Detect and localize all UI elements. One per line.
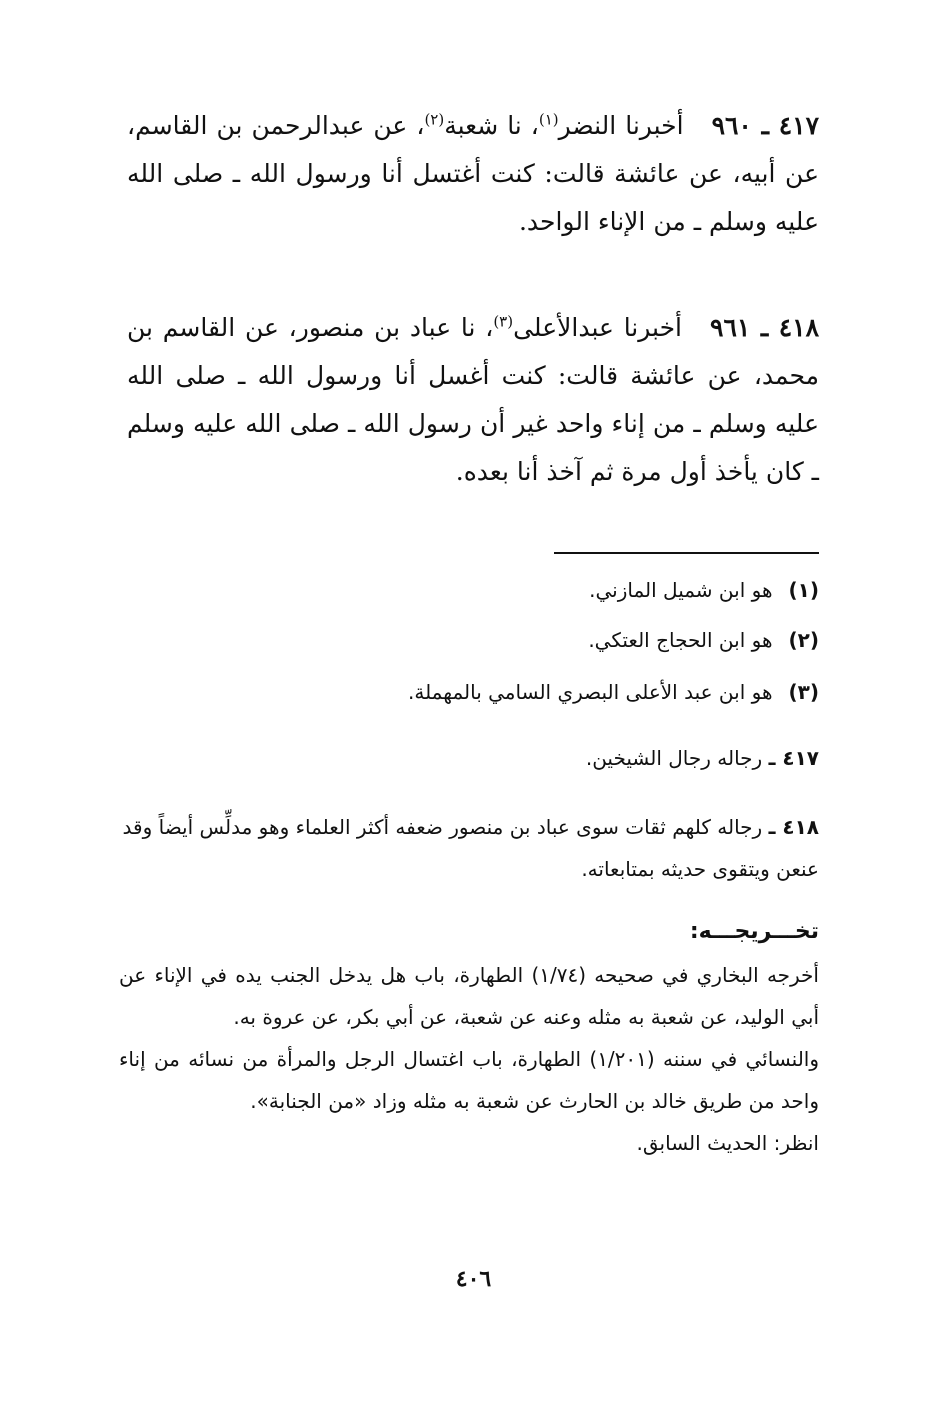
footnote-text: هو ابن شميل المازني. bbox=[589, 578, 773, 602]
page-number: ٤٠٦ bbox=[455, 1266, 492, 1292]
footnote-divider bbox=[554, 552, 819, 554]
hadith-text: أخبرنا عبدالأعلى bbox=[513, 313, 683, 342]
footnote-ref: (٣) bbox=[493, 312, 514, 331]
hadith-417 bbox=[127, 102, 819, 246]
narrator-note-418 bbox=[119, 806, 819, 890]
footnote-mark: (٢) bbox=[788, 628, 819, 652]
footnote-ref: (١) bbox=[538, 110, 559, 129]
footnote-mark: (١) bbox=[788, 578, 819, 602]
note-text: رجاله كلهم ثقات سوى عباد بن منصور ضعفه أكثر العلماء وهو مدلِّس أيضاً وقد عنعن ويتقوى حديثه بمتابعاته. bbox=[122, 815, 819, 881]
takhrij-paragraph: أخرجه البخاري في صحيحه (١/٧٤) الطهارة، باب هل يدخل الجنب يده في الإناء عن أبي الوليد، عن شعبة به مثله وعنه عن شعبة، عن أبي بكر، عن عروة به. bbox=[119, 963, 819, 1029]
note-text: رجاله رجال الشيخين. bbox=[585, 746, 763, 770]
footnote-text: هو ابن الحجاج العتكي. bbox=[588, 628, 773, 652]
takhrij-paragraph: والنسائي في سننه (١/٢٠١) الطهارة، باب اغتسال الرجل والمرأة من نسائه من إناء واحد من طريق خالد بن الحارث عن شعبة به مثله وزاد «من الجنابة». bbox=[119, 1047, 819, 1113]
hadith-text: ، عن عبدالرحمن بن القاسم، عن أبيه، عن عائشة قالت: كنت أغتسل أنا ورسول الله ـ صلى الله عليه وسلم ـ من الإناء الواحد. bbox=[127, 111, 819, 236]
narrator-note-417 bbox=[119, 738, 819, 778]
takhrij-paragraph: انظر: الحديث السابق. bbox=[636, 1131, 819, 1155]
footnote-2 bbox=[119, 620, 819, 660]
footnote-1 bbox=[119, 570, 819, 610]
takhrij-heading: تخـــريجـــه: bbox=[689, 919, 819, 944]
footnote-ref: (٢) bbox=[424, 110, 445, 129]
hadith-number: ٤١٧ ـ ٩٦٠ bbox=[711, 111, 820, 140]
note-number: ٤١٧ ـ bbox=[768, 746, 819, 770]
hadith-text: ، نا شعبة bbox=[444, 111, 539, 140]
takhrij-section bbox=[119, 954, 819, 1164]
hadith-number: ٤١٨ ـ ٩٦١ bbox=[710, 313, 820, 342]
note-number: ٤١٨ ـ bbox=[768, 815, 819, 839]
hadith-text: ، نا عباد بن منصور، عن القاسم بن محمد، عن عائشة قالت: كنت أغسل أنا ورسول الله ـ صلى الله عليه وسلم ـ من إناء واحد غير أن رسول الله ـ صلى الله عليه وسلم ـ كان يأخذ أول مرة ثم آخذ أنا بعده. bbox=[127, 313, 819, 486]
hadith-418 bbox=[127, 304, 819, 496]
footnote-text: هو ابن عبد الأعلى البصري السامي بالمهملة. bbox=[407, 680, 773, 704]
footnote-3 bbox=[119, 672, 819, 712]
footnote-mark: (٣) bbox=[788, 680, 819, 704]
hadith-text: أخبرنا النضر bbox=[558, 111, 684, 140]
